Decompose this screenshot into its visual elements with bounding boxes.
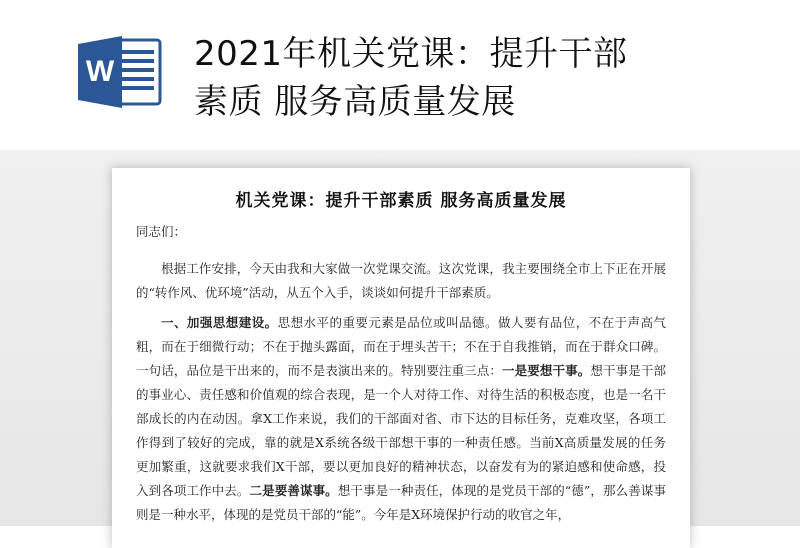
document-page: [112, 168, 690, 548]
paragraph-2-text-3: 想干事是一种责任，体现的是党员干部的“德”，那么善谋事则是一种水平，体现的是党员干部的“能”。今年是X环境保护行动的收官之年，: [136, 483, 666, 522]
page-title: [194, 30, 754, 126]
document-salutation: 同志们：: [136, 224, 187, 239]
point-want-to-work: 一是要想干事。: [502, 363, 591, 378]
paragraph-1: 根据工作安排，今天由我和大家做一次党课交流。这次党课，我主要围绕全市上下正在开展的“转作风、优环境”活动，从五个入手，谈谈如何提升干部素质。: [136, 261, 666, 300]
point-good-at-planning: 二是要善谋事。: [249, 483, 338, 498]
heading-thought-building: 一、加强思想建设。: [161, 315, 278, 330]
header: [0, 0, 800, 150]
word-icon-graphic: [76, 32, 164, 112]
paragraph-2-text-1: 思想水平的重要元素是品位或叫品德。做人要有品位，不在于声高气粗，而在于细微行动；不在于抛头露面，而在于埋头苦干；不在于自我推销，而在于群众口碑。一句话，品位是干出来的，而不是表演出来的。特别要注重三点：: [136, 315, 666, 378]
word-icon: [76, 32, 164, 112]
paragraph-2: [136, 311, 666, 527]
word-icon-letter: W: [85, 55, 115, 88]
page-title-line-2: 素质 服务高质量发展: [194, 82, 516, 122]
document-title: 机关党课：提升干部素质 服务高质量发展: [235, 191, 567, 211]
document-content: [136, 186, 666, 533]
paragraph-2-text-2: 想干事是干部的事业心、责任感和价值观的综合表现，是一个人对待工作、对待生活的积极态度，也是一名干部成长的内在动因。拿X工作来说，我们的干部面对省、市下达的目标任务，克难攻坚，各项工作得到了较好的完成，靠的就是X系统各级干部想干事的一种责任感。当前X高质量发展的任务更加繁重，这就要求我们X干部，要以更加良好的精神状态，以奋发有为的紧迫感和使命感，投入到各项工作中去。: [136, 363, 666, 498]
page-title-line-1: 2021年机关党课：提升干部: [194, 34, 628, 74]
